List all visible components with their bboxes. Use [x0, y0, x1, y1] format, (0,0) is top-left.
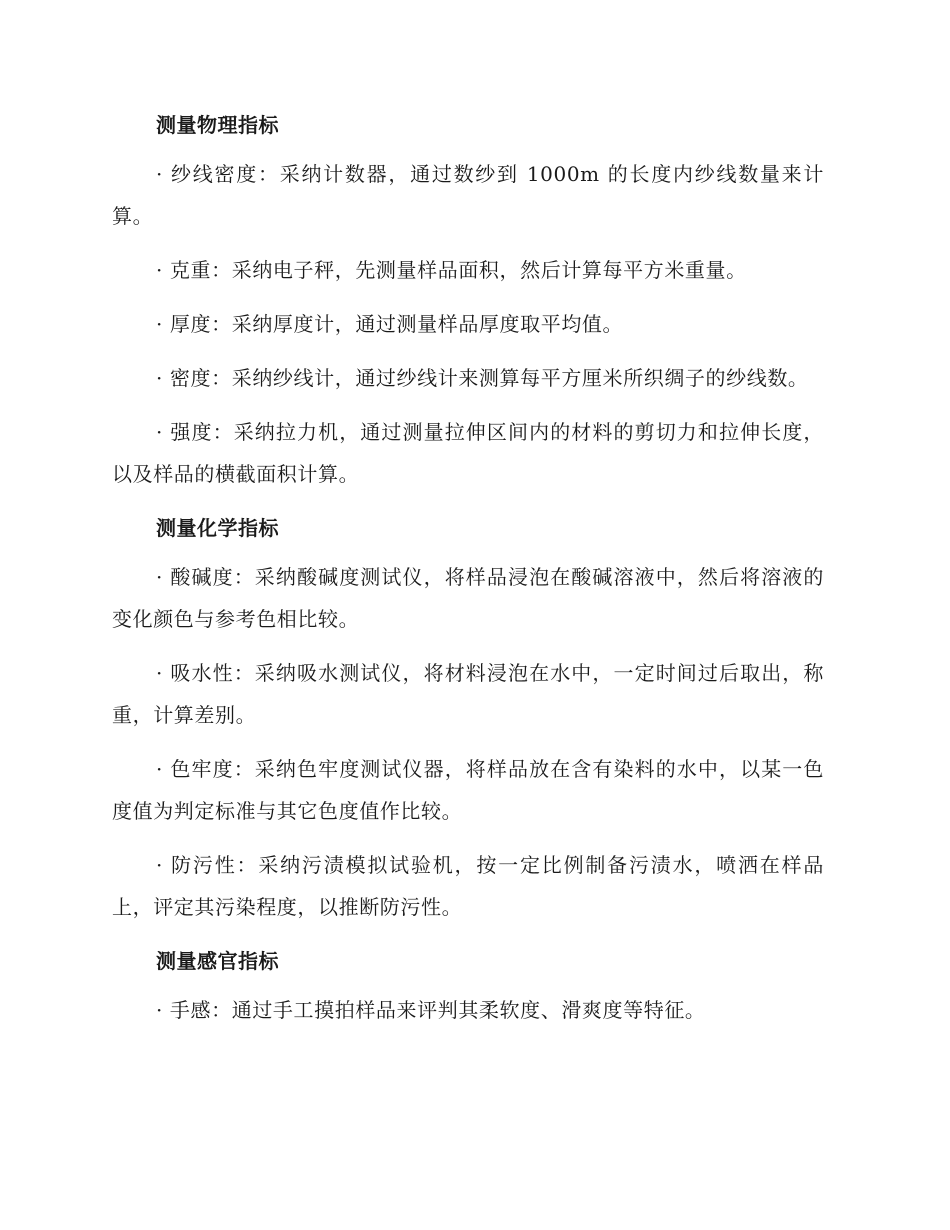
- document-page: [112, 104, 824, 1043]
- paragraph-stain-resistance: · 防污性：采纳污渍模拟试验机，按一定比例制备污渍水，喷洒在样品上，评定其污染程度，以推断防污性。: [112, 853, 824, 919]
- section-heading-chemical: 测量化学指标: [156, 516, 279, 540]
- paragraph-grammage: · 克重：采纳电子秤，先测量样品面积，然后计算每平方米重量。: [156, 258, 747, 282]
- paragraph-ph: · 酸碱度：采纳酸碱度测试仪，将样品浸泡在酸碱溶液中，然后将溶液的变化颜色与参考色相比较。: [112, 565, 824, 631]
- section-heading-physical: 测量物理指标: [156, 113, 279, 137]
- section-heading-sensory: 测量感官指标: [156, 949, 279, 973]
- paragraph-density: · 密度：采纳纱线计，通过纱线计来测算每平方厘米所织绸子的纱线数。: [156, 366, 809, 390]
- paragraph-thickness: · 厚度：采纳厚度计，通过测量样品厚度取平均值。: [156, 312, 624, 336]
- paragraph-strength: · 强度：采纳拉力机，通过测量拉伸区间内的材料的剪切力和拉伸长度，以及样品的横截面积计算。: [112, 420, 824, 486]
- paragraph-color-fastness: · 色牢度：采纳色牢度测试仪器，将样品放在含有染料的水中，以某一色度值为判定标准与其它色度值作比较。: [112, 757, 824, 823]
- paragraph-yarn-density: · 纱线密度：采纳计数器，通过数纱到 1000m 的长度内纱线数量来计算。: [112, 162, 824, 228]
- paragraph-absorbency: · 吸水性：采纳吸水测试仪，将材料浸泡在水中，一定时间过后取出，称重，计算差别。: [112, 661, 824, 727]
- paragraph-hand-feel: · 手感：通过手工摸拍样品来评判其柔软度、滑爽度等特征。: [156, 998, 706, 1022]
